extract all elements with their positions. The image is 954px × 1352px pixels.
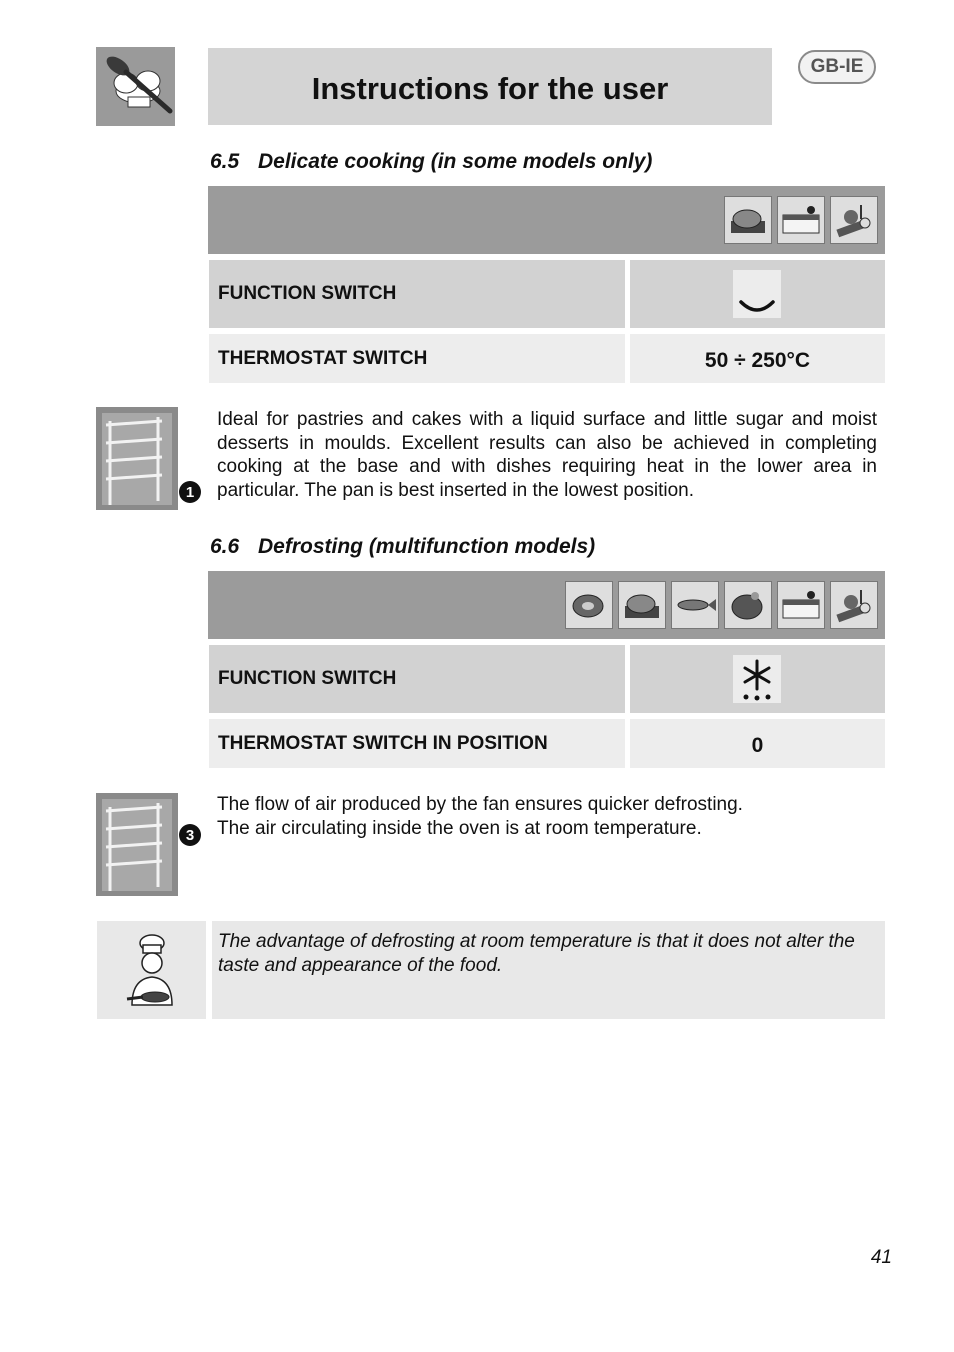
thermostat-position-cell bbox=[630, 719, 885, 768]
function-switch-label: FUNCTION SWITCH bbox=[218, 668, 397, 689]
thermostat-range-cell bbox=[630, 334, 885, 383]
defrosting-description: The flow of air produced by the fan ensures quicker defrosting. The air circulating inside the oven is at room temperature. bbox=[217, 794, 743, 839]
cake-icon bbox=[777, 196, 825, 244]
thermostat-range-value: 50 ÷ 250°C bbox=[704, 348, 811, 372]
function-switch-value bbox=[630, 260, 885, 328]
oven-shelf-illustration bbox=[96, 407, 178, 510]
food-icon-band bbox=[208, 571, 885, 639]
tip-note bbox=[212, 921, 885, 1019]
section-number: 6.6 bbox=[210, 535, 240, 558]
thermostat-position-value: 0 bbox=[751, 733, 764, 757]
fish-icon bbox=[671, 581, 719, 629]
pizza-vegetables-icon bbox=[830, 196, 878, 244]
header-title-bar bbox=[208, 48, 772, 125]
function-switch-value bbox=[630, 645, 885, 713]
thermostat-switch-row bbox=[209, 719, 625, 768]
section-heading-6-5 bbox=[210, 150, 652, 174]
function-switch-row bbox=[209, 260, 625, 328]
delicate-cooking-description: Ideal for pastries and cakes with a liquid surface and little sugar and moist desserts in moulds. Excellent results can also be achieved in completing cooking at the base and with dishes requiring heat in the lower area in particular. The pan is best inserted in the lowest position. bbox=[217, 409, 877, 501]
shelf-level-marker: 1 bbox=[179, 481, 201, 503]
bread-icon bbox=[618, 581, 666, 629]
chef-icon bbox=[97, 921, 206, 1019]
page-title: Instructions for the user bbox=[311, 70, 669, 106]
section-number: 6.5 bbox=[210, 150, 240, 173]
cake-icon bbox=[777, 581, 825, 629]
food-icon-band bbox=[208, 186, 885, 254]
tip-text: The advantage of defrosting at room temperature is that it does not alter the taste and appearance of the food. bbox=[218, 931, 855, 976]
bread-icon bbox=[724, 196, 772, 244]
chef-spoon-logo bbox=[96, 47, 175, 126]
snowflake-defrost-icon bbox=[733, 655, 781, 703]
section-heading-6-6 bbox=[210, 535, 595, 559]
page-number: 41 bbox=[870, 1247, 892, 1268]
thermostat-switch-label: THERMOSTAT SWITCH IN POSITION bbox=[218, 732, 548, 754]
pizza-vegetables-icon bbox=[830, 581, 878, 629]
shelf-level-marker: 3 bbox=[179, 824, 201, 846]
section-title: Defrosting (multifunction models) bbox=[258, 535, 596, 558]
function-switch-label: FUNCTION SWITCH bbox=[218, 283, 397, 304]
thermostat-switch-label: THERMOSTAT SWITCH bbox=[218, 347, 428, 369]
country-code: GB-IE bbox=[810, 56, 864, 77]
poultry-icon bbox=[724, 581, 772, 629]
section-title: Delicate cooking (in some models only) bbox=[258, 150, 653, 173]
oven-shelf-illustration bbox=[96, 793, 178, 896]
thermostat-switch-row bbox=[209, 334, 625, 383]
country-badge bbox=[798, 50, 876, 84]
function-switch-row bbox=[209, 645, 625, 713]
meat-icon bbox=[565, 581, 613, 629]
bottom-heat-icon bbox=[733, 270, 781, 318]
